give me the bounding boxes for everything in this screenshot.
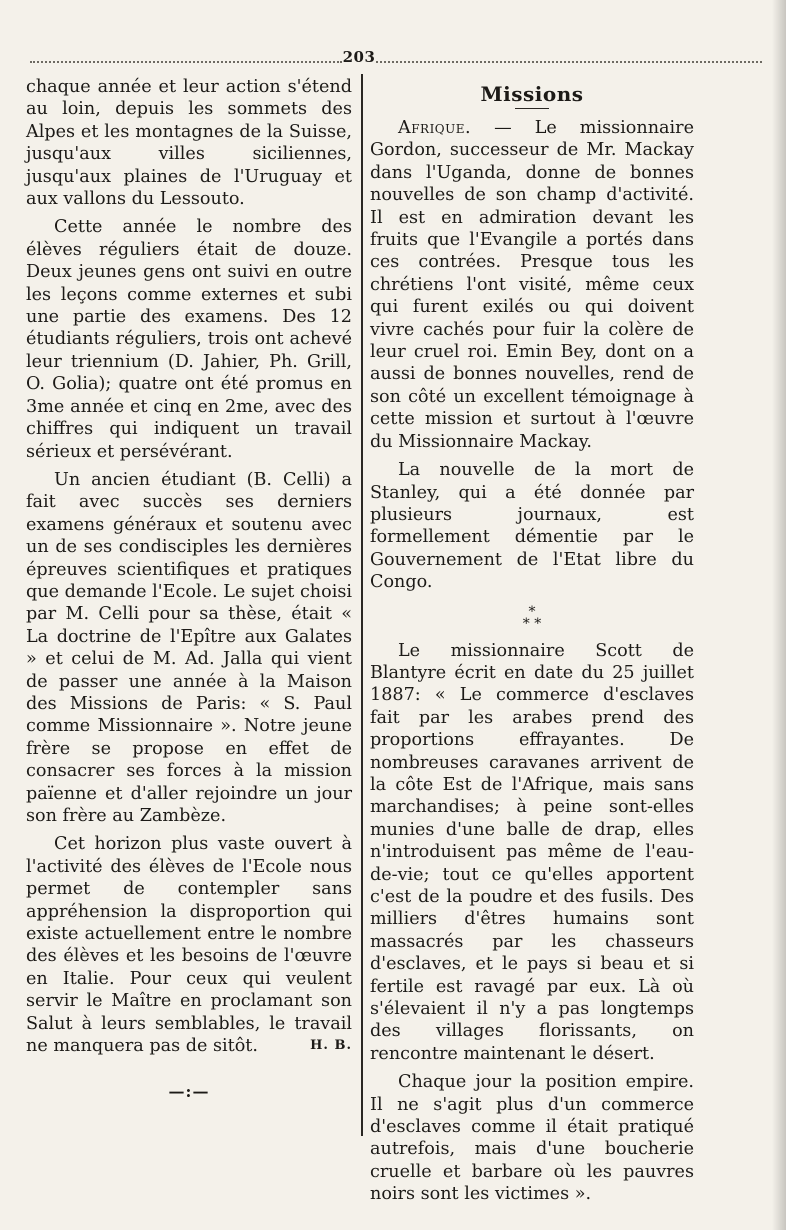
asterism-top: * <box>528 603 536 620</box>
left-paragraph-4-text: Cet horizon plus vaste ouvert à l'activité des élèves de l'Ecole nous permet de contempler sans appréhension la disproportion qui existe actuellement entre le nombre des élèves et les besoins de l'œuvre en Italie. Pour ceux qui veulent servir le Maître en proclamant son Salut à leurs semblables, le travail ne manquera pas de sitôt. <box>26 834 352 1057</box>
header-rule-left <box>30 61 342 63</box>
end-mark: —:— <box>168 1082 210 1102</box>
africa-lead: Afrique. <box>398 118 472 138</box>
section-title: Missions <box>480 82 584 106</box>
left-paragraph-1: chaque année et leur action s'étend au loin, depuis les sommets des Alpes et les montagnes de la Suisse, jusqu'aux villes siciliennes, jusqu'aux plaines de l'Uruguay et aux vallons du Lessouto. <box>26 77 352 210</box>
signature: H. B. <box>310 1038 352 1054</box>
page-number: 203 <box>342 48 376 66</box>
header-rule-right <box>376 61 762 63</box>
section-rule <box>515 108 549 109</box>
left-paragraph-4 <box>26 833 352 1057</box>
left-paragraph-3: Un ancien étudiant (B. Celli) a fait avec succès ses derniers examens généraux et soutenu avec un de ses condisciples les dernières épreuves scientifiques et pratiques que demande l'Ecole. Le sujet choisi par M. Celli pour sa thèse, était « La doctrine de l'Epître aux Galates » et celui de M. Ad. Jalla qui vient de passer une année à la Maison des Missions de Paris: « S. Paul comme Missionnaire ». Notre jeune frère se propose en effet de consacrer ses forces à la mission païenne et d'aller rejoindre un jour son frère au Zambèze. <box>26 469 352 826</box>
column-divider <box>361 74 363 1136</box>
right-paragraph-4: Chaque jour la position empire. Il ne s'agit plus d'un commerce d'esclaves comme il était pratiqué autrefois, mais d'une boucherie cruelle et barbare où les pauvres noirs sont les victimes ». <box>370 1072 694 1205</box>
asterism-bottom: * * <box>522 615 542 632</box>
page-edge-shadow <box>772 0 786 1230</box>
right-column <box>370 76 694 1212</box>
left-column <box>26 76 352 1104</box>
right-paragraph-3: Le missionnaire Scott de Blantyre écrit en date du 25 juillet 1887: « Le commerce d'esclaves fait par les arabes prend des proportions effrayantes. De nombreuses caravanes arrivent de la côte Est de l'Afrique, mais sans marchandises; à peine sont-elles munies d'une balle de drap, elles n'introduisent pas même de l'eau-de-vie; tout ce qu'elles apportent c'est de la poudre et des fusils. Des milliers d'êtres humains sont massacrés par les chasseurs d'esclaves, et le pays si beau et si fertile est ravagé par eux. Là où s'élevaient il n'y a pas longtemps des villages florissants, on rencontre maintenant le désert. <box>370 640 694 1064</box>
right-paragraph-1 <box>370 117 694 453</box>
right-paragraph-1-text: — Le missionnaire Gordon, successeur de Mr. Mackay dans l'Uganda, donne de bonnes nouvelles de son champ d'activité. Il est en admiration devant les fruits que l'Evangile a portés dans ces contrées. Presque tous les chrétiens l'ont visité, même ceux qui furent exilés ou qui doivent vivre cachés pour fuir la colère de leur cruel roi. Emin Bey, dont on a aussi de bonnes nouvelles, rend de son côté un excellent témoignage à cette mission et surtout à l'œuvre du Missionnaire Mackay. <box>370 118 694 452</box>
asterism <box>370 603 694 632</box>
right-paragraph-2: La nouvelle de la mort de Stanley, qui a été donnée par plusieurs journaux, est formellement démentie par le Gouvernement de l'Etat libre du Congo. <box>370 460 694 593</box>
left-paragraph-2: Cette année le nombre des élèves réguliers était de douze. Deux jeunes gens ont suivi en outre les leçons comme externes et subi une partie des examens. Des 12 étudiants réguliers, trois ont achevé leur triennium (D. Jahier, Ph. Grill, O. Golia); quatre ont été promus en 3me année et cinq en 2me, avec des chiffres qui indiquent un travail sérieux et persévérant. <box>26 217 352 462</box>
